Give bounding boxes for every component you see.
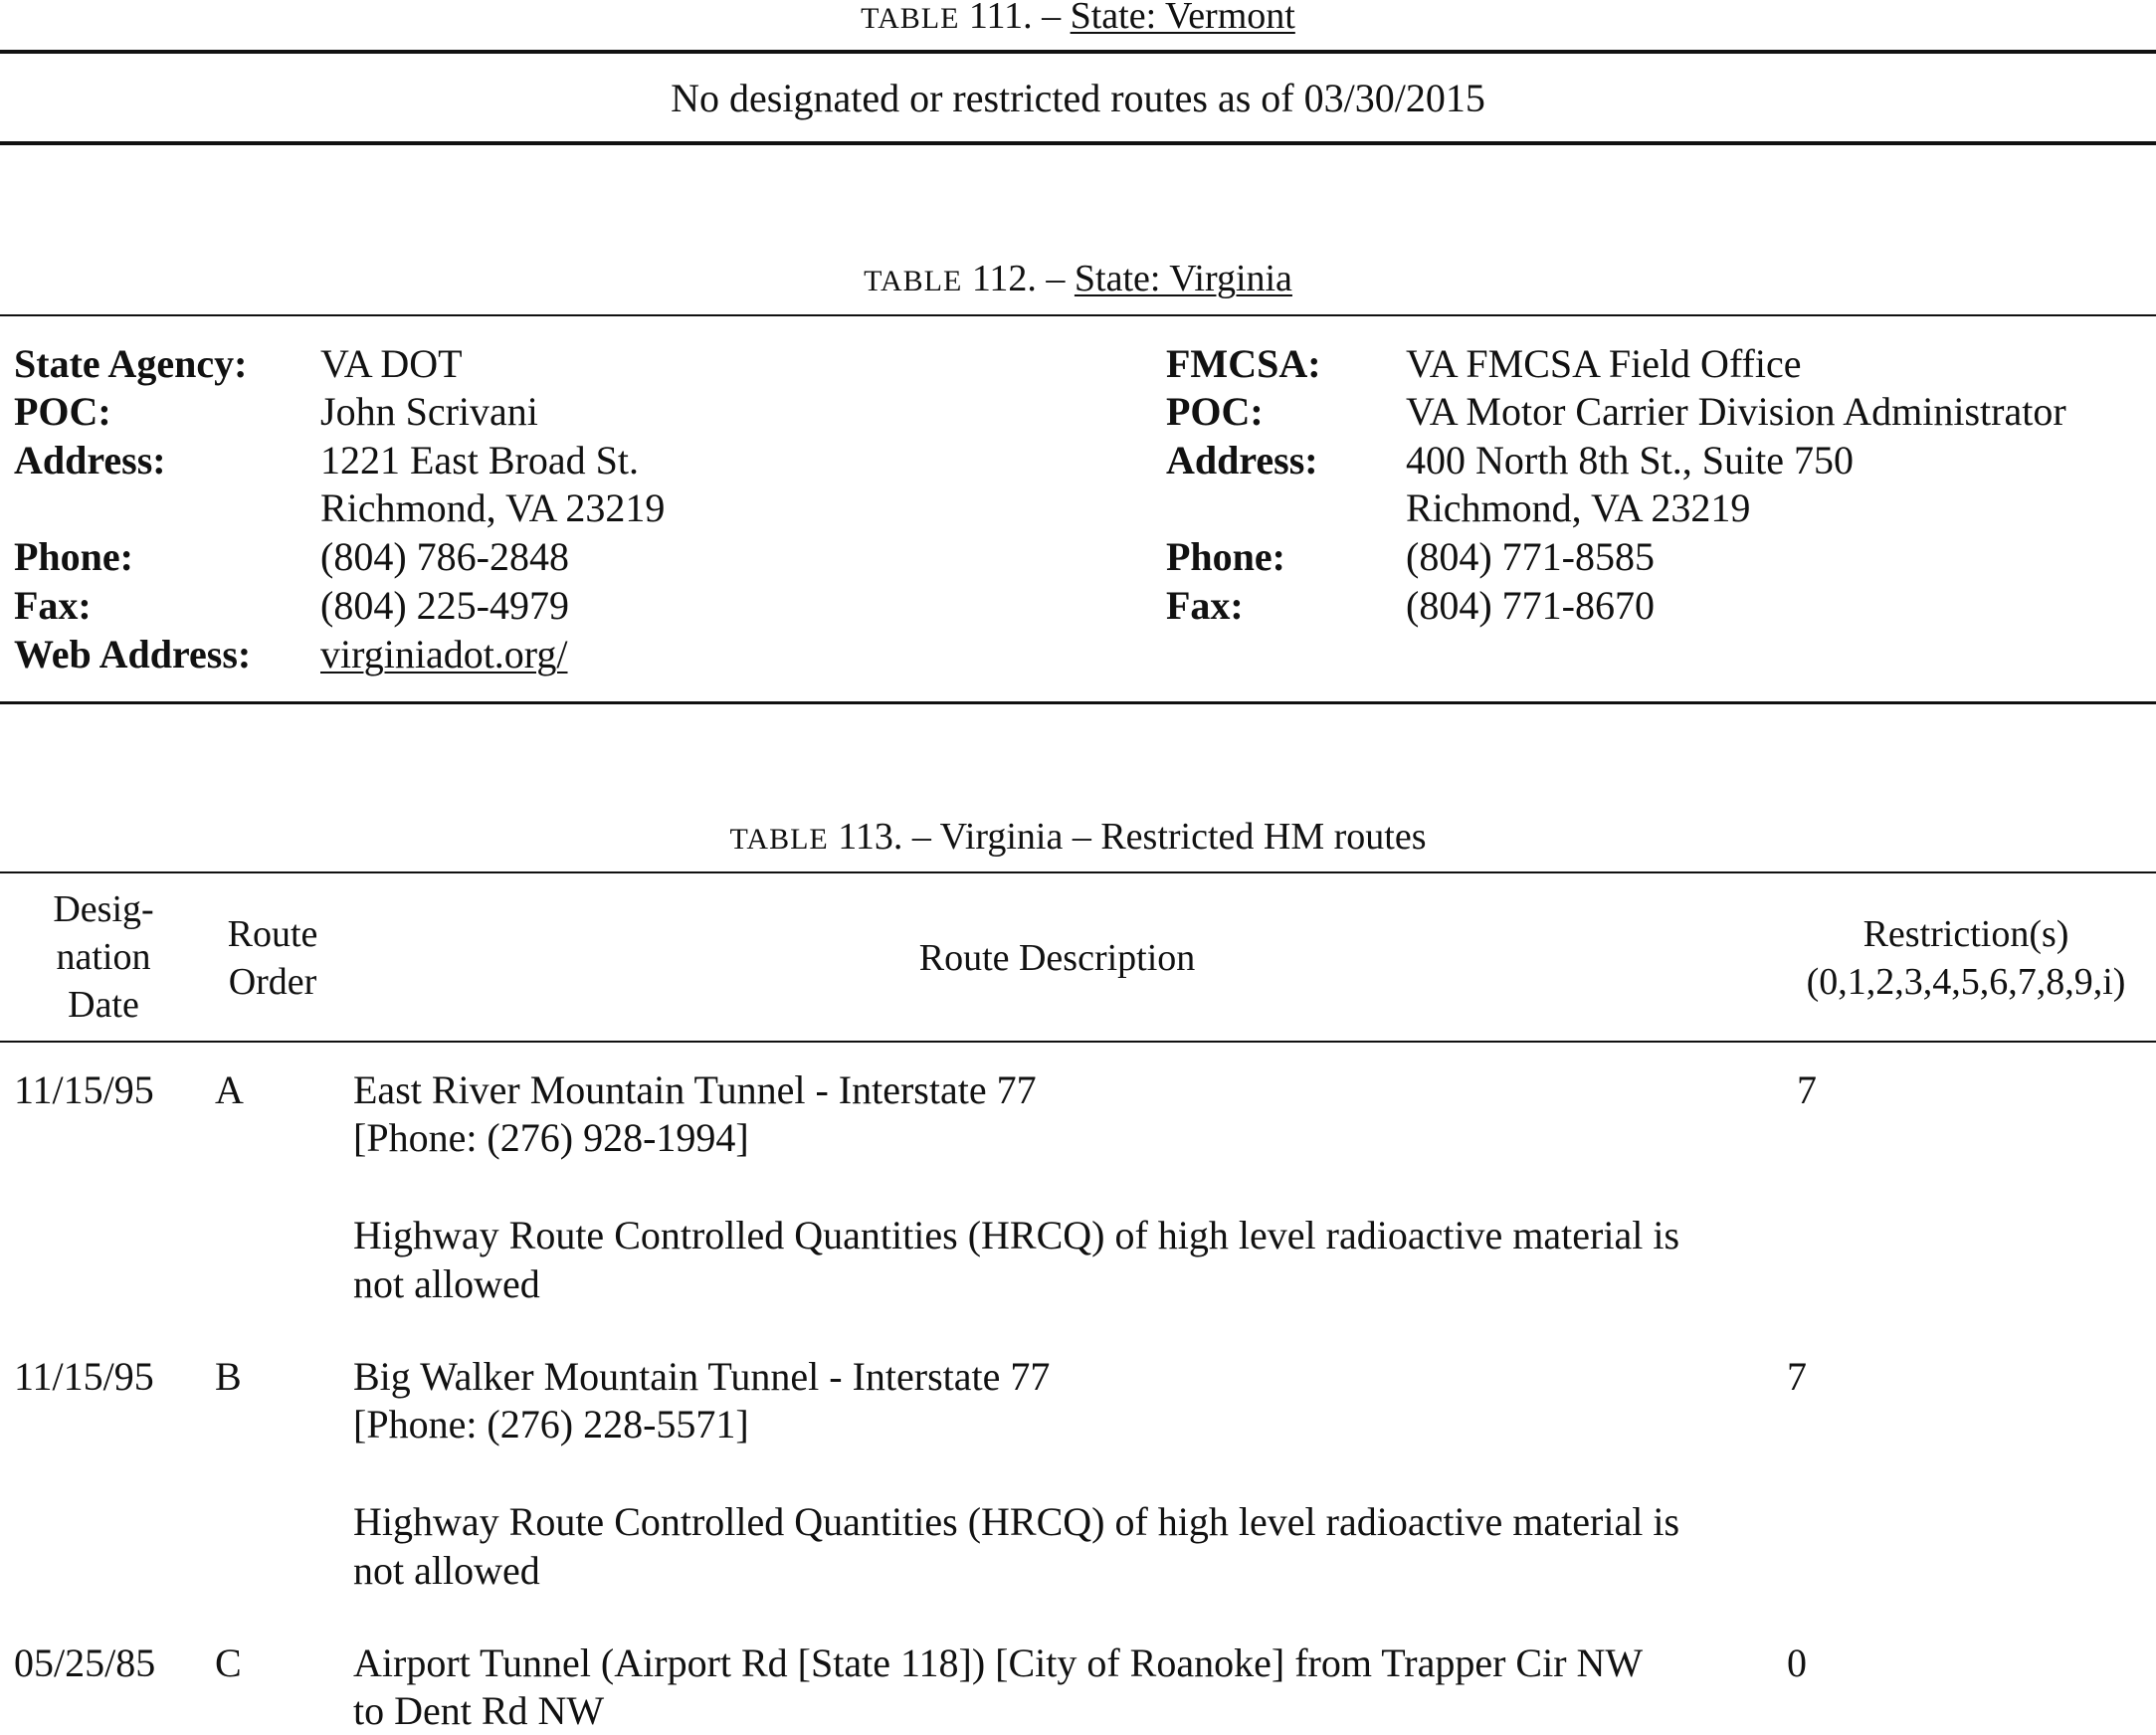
header-date-line1: Desig-	[53, 888, 154, 930]
fmcsa-label: FMCSA:	[1166, 341, 1321, 386]
table-112-caption	[0, 257, 2156, 303]
row-b-note-line2: not allowed	[353, 1548, 540, 1593]
caption-number: 112. –	[971, 258, 1066, 299]
fmcsa-poc-value: VA Motor Carrier Division Administrator	[1406, 389, 2066, 434]
caption-title: Virginia – Restricted HM routes	[939, 816, 1427, 858]
table-112-bottom-rule	[0, 701, 2156, 704]
state-address-label: Address:	[14, 438, 166, 482]
header-restriction-line1: Restriction(s)	[1862, 913, 2069, 955]
header-restrictions	[1776, 910, 2156, 1006]
row-a-note-line2: not allowed	[353, 1261, 540, 1306]
state-poc-value: John Scrivani	[320, 389, 538, 434]
state-agency-value: VA DOT	[320, 341, 463, 386]
fmcsa-address-line2: Richmond, VA 23219	[1406, 485, 1751, 530]
table-113-header-rule	[0, 1041, 2156, 1043]
state-fax-label: Fax:	[14, 583, 92, 628]
table-112-top-rule	[0, 314, 2156, 316]
fmcsa-fax-label: Fax:	[1166, 583, 1244, 628]
row-a-order: A	[215, 1067, 244, 1112]
state-agency-label: State Agency:	[14, 341, 248, 386]
row-c-desc-line2: to Dent Rd NW	[353, 1688, 605, 1733]
table-111-caption	[0, 0, 2156, 41]
state-web-link[interactable]: virginiadot.org/	[320, 632, 568, 676]
header-route-order	[207, 910, 338, 1006]
table-113-caption	[0, 815, 2156, 862]
fmcsa-phone-value: (804) 771-8585	[1406, 534, 1655, 579]
header-designation-date	[0, 885, 207, 1029]
row-c-desc-line1: Airport Tunnel (Airport Rd [State 118]) [City of Roanoke] from Trapper Cir NW	[353, 1640, 1644, 1685]
state-web-label: Web Address:	[14, 632, 252, 676]
row-b-restriction: 7	[1787, 1354, 1807, 1399]
row-b-date: 11/15/95	[14, 1354, 154, 1399]
header-order-line2: Order	[228, 961, 317, 1003]
fmcsa-address-line1: 400 North 8th St., Suite 750	[1406, 438, 1855, 482]
row-b-order: B	[215, 1354, 242, 1399]
caption-prefix: TABLE	[864, 265, 963, 297]
fmcsa-fax-value: (804) 771-8670	[1406, 583, 1655, 628]
caption-title: State: Virginia	[1074, 258, 1292, 299]
header-restriction-line2: (0,1,2,3,4,5,6,7,8,9,i)	[1806, 961, 2126, 1003]
caption-prefix: TABLE	[861, 2, 960, 35]
fmcsa-poc-label: POC:	[1166, 389, 1264, 434]
row-c-order: C	[215, 1640, 242, 1685]
table-113-top-rule	[0, 871, 2156, 873]
table-111-note: No designated or restricted routes as of 03/30/2015	[671, 76, 1485, 120]
header-route-description: Route Description	[918, 937, 1196, 979]
fmcsa-address-label: Address:	[1166, 438, 1318, 482]
row-c-date: 05/25/85	[14, 1640, 156, 1685]
row-a-desc-line1: East River Mountain Tunnel - Interstate 77	[353, 1067, 1037, 1112]
caption-title: State: Vermont	[1070, 0, 1295, 37]
row-a-desc-line2: [Phone: (276) 928-1994]	[353, 1115, 749, 1160]
fmcsa-value: VA FMCSA Field Office	[1406, 341, 1802, 386]
caption-number: 113. –	[838, 816, 931, 858]
header-date-line3: Date	[68, 984, 139, 1026]
state-address-line2: Richmond, VA 23219	[320, 485, 666, 530]
row-a-restriction: 7	[1797, 1067, 1817, 1112]
row-a-date: 11/15/95	[14, 1067, 154, 1112]
row-a-note-line1: Highway Route Controlled Quantities (HRCQ) of high level radioactive material is	[353, 1213, 1680, 1257]
state-poc-label: POC:	[14, 389, 111, 434]
row-b-note-line1: Highway Route Controlled Quantities (HRCQ) of high level radioactive material is	[353, 1499, 1680, 1544]
table-111-bottom-rule	[0, 141, 2156, 145]
table-111-top-rule	[0, 50, 2156, 54]
row-b-desc-line1: Big Walker Mountain Tunnel - Interstate 77	[353, 1354, 1051, 1399]
fmcsa-phone-label: Phone:	[1166, 534, 1285, 579]
caption-prefix: TABLE	[729, 823, 829, 856]
header-date-line2: nation	[56, 936, 151, 978]
row-b-desc-line2: [Phone: (276) 228-5571]	[353, 1402, 749, 1446]
caption-number: 111. –	[968, 0, 1062, 37]
header-order-line1: Route	[227, 913, 318, 955]
state-fax-value: (804) 225-4979	[320, 583, 569, 628]
row-c-restriction: 0	[1787, 1640, 1807, 1685]
state-phone-value: (804) 786-2848	[320, 534, 569, 579]
state-phone-label: Phone:	[14, 534, 133, 579]
state-address-line1: 1221 East Broad St.	[320, 438, 639, 482]
